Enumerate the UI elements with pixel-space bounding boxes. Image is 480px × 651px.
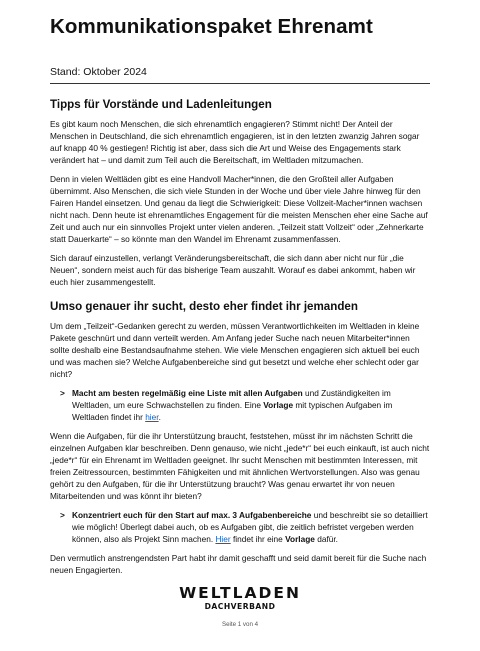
bullet-text: und Zuständigkeiten im Weltladen, um eure Schwachstellen zu finden. Eine [72, 388, 391, 410]
section-heading-search: Umso genauer ihr sucht, desto eher findet ihr jemanden [50, 300, 358, 313]
bullet-item [50, 387, 430, 423]
paragraph: Um dem „Teilzeit“-Gedanken gerecht zu werden, müssen Verantwortlichkeiten im Weltladen in kleine Pakete geschnürt und dann verteilt werden. Am Anfang jeder Suche nach neuen Mitarbeiter*innen sollte deshalb eine Bestandsaufnahme stehen. Wie viele Menschen engagieren sich aktuell bei euch und was machen sie? Welche Aufgabenbereiche sind gut besetzt und welche eher schlecht oder gar nicht? [50, 321, 420, 379]
paragraph: Den vermutlich anstrengendsten Part habt ihr damit geschafft und seid damit bereit für die Suche nach neuen Engagierten. [50, 553, 427, 575]
page-number: Seite 1 von 4 [221, 621, 259, 628]
paragraph: Wenn die Aufgaben, für die ihr Unterstützung braucht, feststehen, müsst ihr im nächsten Schritt die einzelnen Aufgaben klar beschreiben. Denn genauso, wie nicht „jede*r“ bei euch einkauft, ist auch nicht „jede*r“ für ein Ehrenamt im Weltladen geeignet. Ihr sucht Menschen mit bestimmten Interessen, mit freien Zeitressourcen, bestimmten Fähigkeiten und mit ähnlichen Wertvorstellungen. Also was genau gehört zu den Aufgaben, für die ihr Unterstützung braucht? Was genau erwartet ihr von neuen Mitarbeitenden und was könnt ihr bieten? [50, 431, 430, 501]
template-link[interactable]: Hier [215, 534, 231, 544]
paragraph: Sich darauf einzustellen, verlangt Veränderungsbereitschaft, die sich dann aber nicht nur für „die Neuen“, sondern meist auch für das bisherige Team auszahlt. Worauf es dabei ankommt, haben wir euch hier zusammengestellt. [50, 253, 416, 287]
page-footer [0, 585, 480, 628]
template-link[interactable]: hier [145, 412, 159, 422]
paragraph: Es gibt kaum noch Menschen, die sich ehrenamtlich engagieren? Stimmt nicht! Der Anteil der Menschen in Deutschland, die sich ehrenamtlich engagieren, ist in den letzten zwanzig Jahren sogar auf knapp 40 % gestiegen! Richtig ist aber, dass sich die Art und Weise des Engagements stark verändert hat – und damit zum Teil auch die Bereitschaft, im Weltladen mitzumachen. [50, 119, 420, 165]
section-heading-tips: Tipps für Vorstände und Ladenleitungen [50, 98, 272, 111]
bullet-bold-text: Vorlage [285, 534, 315, 544]
arrow-icon: > [60, 510, 65, 520]
bullet-item [50, 509, 430, 545]
bullet-text: mit typischen Aufgaben im Weltladen findet ihr [72, 400, 393, 422]
bullet-text: und beschreibt sie so detailliert wie möglich! Überlegt dabei auch, ob es Aufgaben gibt, die zeitlich befristet vergeben werden können, also als Projekt Sinn machen. [72, 510, 428, 544]
document-title: Kommunikationspaket Ehrenamt [50, 15, 373, 38]
bullet-bold-text: Konzentriert euch für den Start auf max. 3 Aufgabenbereiche [72, 510, 312, 520]
bullet-text: dafür. [314, 534, 338, 544]
bullet-bold-text: Vorlage [263, 400, 294, 410]
bullet-bold-text: Macht am besten regelmäßig eine Liste mit allen Aufgaben [72, 388, 303, 398]
paragraph: Denn in vielen Weltläden gibt es eine Handvoll Macher*innen, die den Großteil aller Aufgaben übernimmt. Also Menschen, die sich viele Stunden in der Woche und über viele Jahre hinweg für den Fairen Handel einsetzen. Und genau da liegt die Schwierigkeit: Diese Vollzeit-Macher*innen wachsen nicht nach. Denn heute ist ehrenamtliches Engagement für die meisten Menschen eher eine Sache auf Zeit und auch nur ein sinnvolles Projekt unter vielen anderen. „Teilzeit statt Vollzeit“ oder „Zehnerkarte statt Dauerkarte“ – so könnte man den Wandel im Ehrenamt zusammenfassen. [50, 174, 428, 244]
date-line: Stand: Oktober 2024 [50, 66, 430, 84]
bullet-text: findet ihr eine [230, 534, 286, 544]
bullet-text: . [158, 412, 161, 422]
arrow-icon: > [60, 388, 65, 398]
logo-wordmark: WELTLADEN [179, 584, 301, 602]
logo-subtitle: DACHVERBAND [204, 602, 276, 611]
